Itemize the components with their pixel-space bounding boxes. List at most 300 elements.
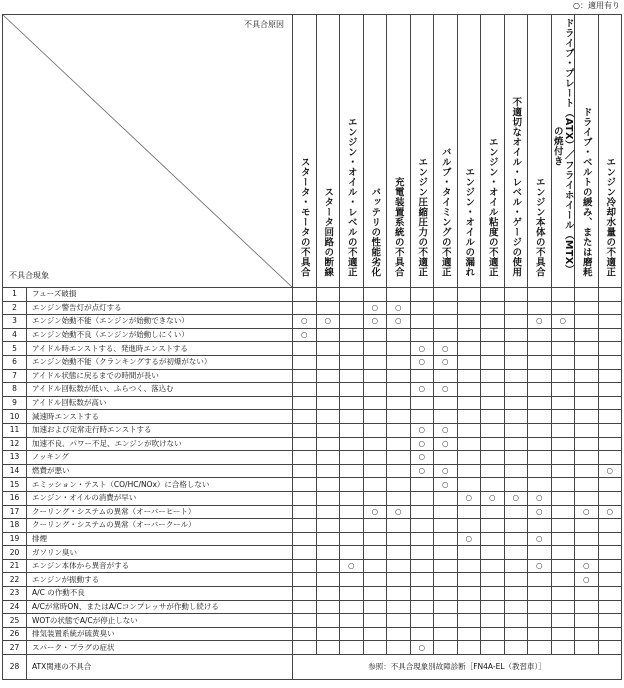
row-number: 17 (3, 505, 27, 519)
matrix-cell (434, 301, 458, 315)
matrix-cell (575, 342, 599, 356)
matrix-cell (410, 301, 434, 315)
matrix-cell (387, 519, 411, 533)
matrix-cell (340, 288, 364, 302)
cause-column-header (528, 15, 552, 288)
symptom-cell: 減速時エンストする (27, 410, 293, 424)
matrix-cell (575, 491, 599, 505)
row-number: 28 (3, 655, 27, 680)
matrix-cell (363, 396, 387, 410)
table-row (3, 519, 622, 533)
matrix-cell (363, 614, 387, 628)
matrix-cell (528, 288, 552, 302)
matrix-cell (434, 491, 458, 505)
matrix-cell (457, 328, 481, 342)
applicable-mark: ○ (410, 342, 434, 356)
matrix-cell (434, 505, 458, 519)
matrix-cell (551, 546, 575, 560)
matrix-cell (551, 288, 575, 302)
applicable-mark: ○ (387, 301, 411, 315)
matrix-cell (387, 559, 411, 573)
matrix-cell (316, 342, 340, 356)
row-number: 13 (3, 451, 27, 465)
symptom-cell: エンジン本体から異音がする (27, 559, 293, 573)
matrix-cell (293, 559, 317, 573)
matrix-cell (598, 369, 622, 383)
matrix-cell (457, 451, 481, 465)
applicable-mark: ○ (363, 301, 387, 315)
matrix-cell (504, 423, 528, 437)
cause-label: エンジン・オイル粘度の不適正 (486, 137, 498, 277)
table-row (3, 614, 622, 628)
matrix-cell (575, 383, 599, 397)
matrix-cell (410, 328, 434, 342)
table-row (3, 655, 622, 680)
matrix-cell (504, 641, 528, 655)
matrix-cell (340, 396, 364, 410)
matrix-cell (504, 546, 528, 560)
matrix-cell (363, 288, 387, 302)
matrix-cell (293, 451, 317, 465)
matrix-cell (363, 369, 387, 383)
table-row (3, 451, 622, 465)
matrix-cell (598, 573, 622, 587)
matrix-cell (575, 627, 599, 641)
matrix-cell (504, 328, 528, 342)
matrix-cell (528, 573, 552, 587)
matrix-cell (340, 383, 364, 397)
row-number: 8 (3, 383, 27, 397)
matrix-cell (340, 505, 364, 519)
row-number: 3 (3, 315, 27, 329)
matrix-cell (504, 342, 528, 356)
matrix-cell (528, 383, 552, 397)
matrix-cell (575, 301, 599, 315)
matrix-cell (528, 342, 552, 356)
matrix-cell (410, 288, 434, 302)
matrix-cell (293, 301, 317, 315)
cause-label: エンジン圧縮圧力の不適正 (416, 157, 428, 277)
matrix-cell (504, 464, 528, 478)
row-number: 24 (3, 600, 27, 614)
matrix-cell (528, 587, 552, 601)
symptom-cell: 排気装置系統が硫黄臭い (27, 627, 293, 641)
matrix-cell (434, 546, 458, 560)
matrix-cell (504, 587, 528, 601)
matrix-cell (481, 627, 505, 641)
matrix-cell (504, 288, 528, 302)
matrix-cell (575, 369, 599, 383)
matrix-cell (528, 614, 552, 628)
matrix-cell (340, 464, 364, 478)
matrix-cell (340, 587, 364, 601)
matrix-cell (293, 383, 317, 397)
matrix-cell (316, 410, 340, 424)
matrix-cell (316, 423, 340, 437)
matrix-cell (481, 464, 505, 478)
matrix-cell (457, 396, 481, 410)
matrix-cell (340, 328, 364, 342)
matrix-cell (575, 396, 599, 410)
matrix-body (3, 288, 622, 680)
matrix-cell (293, 464, 317, 478)
matrix-cell (434, 532, 458, 546)
matrix-cell (481, 573, 505, 587)
matrix-cell (481, 505, 505, 519)
row-number: 2 (3, 301, 27, 315)
matrix-cell (551, 627, 575, 641)
matrix-cell (293, 491, 317, 505)
matrix-cell (434, 573, 458, 587)
table-row (3, 355, 622, 369)
matrix-cell (504, 532, 528, 546)
matrix-cell (504, 600, 528, 614)
table-row (3, 396, 622, 410)
matrix-cell (293, 519, 317, 533)
matrix-cell (316, 451, 340, 465)
table-row (3, 342, 622, 356)
matrix-cell (528, 423, 552, 437)
matrix-cell (481, 410, 505, 424)
symptom-axis-label: 不具合現象 (9, 271, 49, 280)
matrix-cell (598, 328, 622, 342)
matrix-cell (434, 641, 458, 655)
matrix-cell (387, 383, 411, 397)
symptom-cell: クーリング・システムの異常（オーバークール） (27, 519, 293, 533)
matrix-cell (363, 600, 387, 614)
matrix-cell (598, 396, 622, 410)
table-row (3, 369, 622, 383)
symptom-cell: ガソリン臭い (27, 546, 293, 560)
matrix-cell (410, 546, 434, 560)
matrix-cell (363, 532, 387, 546)
matrix-cell (293, 573, 317, 587)
symptom-cell: クーリング・システムの異常（オーバーヒート） (27, 505, 293, 519)
matrix-cell (293, 410, 317, 424)
table-row (3, 627, 622, 641)
matrix-cell (551, 369, 575, 383)
matrix-cell (410, 627, 434, 641)
matrix-cell (340, 315, 364, 329)
matrix-cell (551, 532, 575, 546)
matrix-cell (504, 627, 528, 641)
matrix-cell (575, 355, 599, 369)
matrix-cell (363, 641, 387, 655)
applicable-mark: ○ (575, 559, 599, 573)
matrix-cell (481, 478, 505, 492)
matrix-cell (387, 369, 411, 383)
symptom-cell: 排煙 (27, 532, 293, 546)
matrix-cell (481, 519, 505, 533)
matrix-cell (528, 301, 552, 315)
matrix-cell (387, 532, 411, 546)
matrix-cell (363, 573, 387, 587)
matrix-cell (387, 641, 411, 655)
matrix-cell (528, 410, 552, 424)
matrix-cell (598, 546, 622, 560)
matrix-cell (340, 355, 364, 369)
matrix-cell (528, 478, 552, 492)
matrix-cell (575, 288, 599, 302)
matrix-cell (316, 600, 340, 614)
matrix-cell (457, 369, 481, 383)
matrix-cell (504, 505, 528, 519)
row-number: 16 (3, 491, 27, 505)
matrix-cell (387, 491, 411, 505)
matrix-cell (504, 573, 528, 587)
matrix-cell (293, 478, 317, 492)
matrix-cell (598, 437, 622, 451)
matrix-cell (410, 505, 434, 519)
matrix-cell (551, 328, 575, 342)
matrix-cell (316, 369, 340, 383)
matrix-cell (528, 546, 552, 560)
row-number: 20 (3, 546, 27, 560)
matrix-cell (434, 315, 458, 329)
matrix-cell (363, 451, 387, 465)
symptom-cell: エミッション・テスト（CO/HC/NOx）に合格しない (27, 478, 293, 492)
cause-column-header (504, 15, 528, 288)
table-row (3, 301, 622, 315)
matrix-cell (598, 519, 622, 533)
matrix-cell (340, 532, 364, 546)
matrix-cell (387, 627, 411, 641)
reference-note: 参照：不具合現象別故障診断［FN4A-EL（教習車）］ (293, 655, 622, 680)
matrix-cell (598, 423, 622, 437)
matrix-cell (340, 491, 364, 505)
matrix-cell (528, 519, 552, 533)
matrix-cell (387, 451, 411, 465)
matrix-cell (575, 464, 599, 478)
matrix-cell (457, 478, 481, 492)
matrix-cell (316, 383, 340, 397)
matrix-cell (598, 301, 622, 315)
cause-column-header (293, 15, 317, 288)
header-row (3, 15, 622, 288)
matrix-cell (457, 587, 481, 601)
matrix-cell (434, 519, 458, 533)
table-row (3, 437, 622, 451)
applicable-mark: ○ (528, 532, 552, 546)
matrix-cell (551, 437, 575, 451)
matrix-cell (551, 383, 575, 397)
matrix-cell (434, 614, 458, 628)
applicable-mark: ○ (387, 505, 411, 519)
matrix-cell (293, 546, 317, 560)
matrix-cell (598, 342, 622, 356)
matrix-cell (504, 478, 528, 492)
matrix-cell (340, 301, 364, 315)
matrix-cell (363, 355, 387, 369)
matrix-cell (551, 464, 575, 478)
matrix-cell (410, 478, 434, 492)
matrix-cell (387, 423, 411, 437)
matrix-cell (504, 396, 528, 410)
matrix-cell (457, 342, 481, 356)
row-number: 7 (3, 369, 27, 383)
matrix-cell (551, 587, 575, 601)
matrix-cell (504, 369, 528, 383)
matrix-cell (340, 423, 364, 437)
applicable-mark: ○ (434, 423, 458, 437)
matrix-cell (434, 288, 458, 302)
applicable-mark: ○ (598, 464, 622, 478)
applicable-mark: ○ (528, 315, 552, 329)
applicable-mark: ○ (575, 505, 599, 519)
matrix-cell (363, 491, 387, 505)
matrix-cell (457, 505, 481, 519)
matrix-cell (481, 532, 505, 546)
symptom-cell: エンジン始動不能（クランキングするが初爆がない） (27, 355, 293, 369)
matrix-cell (293, 342, 317, 356)
matrix-cell (598, 451, 622, 465)
matrix-cell (457, 519, 481, 533)
matrix-cell (316, 519, 340, 533)
matrix-cell (316, 641, 340, 655)
matrix-cell (551, 519, 575, 533)
applicable-mark: ○ (528, 559, 552, 573)
cause-column-header (551, 15, 575, 288)
applicable-mark: ○ (434, 478, 458, 492)
matrix-cell (481, 383, 505, 397)
symptom-cell: エンジン始動不能（エンジンが始動できない） (27, 315, 293, 329)
symptom-cell: エンジンが振動する (27, 573, 293, 587)
matrix-cell (434, 410, 458, 424)
applicable-mark: ○ (457, 491, 481, 505)
cause-label: スタータ回路の断線 (322, 187, 334, 277)
symptom-cell: ノッキング (27, 451, 293, 465)
symptom-cell: スパーク・プラグの症状 (27, 641, 293, 655)
matrix-cell (481, 559, 505, 573)
matrix-cell (316, 437, 340, 451)
matrix-cell (481, 369, 505, 383)
matrix-cell (457, 410, 481, 424)
table-row (3, 478, 622, 492)
cause-label: 不適切なオイル・レベル・ゲージの使用 (510, 97, 522, 277)
matrix-cell (457, 559, 481, 573)
matrix-cell (598, 559, 622, 573)
applicable-mark: ○ (363, 505, 387, 519)
matrix-cell (410, 410, 434, 424)
matrix-cell (340, 600, 364, 614)
row-number: 19 (3, 532, 27, 546)
matrix-cell (481, 423, 505, 437)
applicable-mark: ○ (410, 355, 434, 369)
table-row (3, 464, 622, 478)
matrix-cell (363, 328, 387, 342)
matrix-cell (316, 559, 340, 573)
table-row (3, 328, 622, 342)
matrix-cell (340, 641, 364, 655)
symptom-cell: フューズ破損 (27, 288, 293, 302)
matrix-cell (528, 451, 552, 465)
matrix-cell (551, 559, 575, 573)
matrix-cell (481, 315, 505, 329)
row-number: 14 (3, 464, 27, 478)
table-row (3, 288, 622, 302)
matrix-cell (293, 505, 317, 519)
symptom-cell: WOTの状態でA/Cが停止しない (27, 614, 293, 628)
matrix-cell (575, 519, 599, 533)
matrix-cell (528, 369, 552, 383)
matrix-cell (575, 614, 599, 628)
matrix-cell (481, 342, 505, 356)
matrix-cell (363, 546, 387, 560)
matrix-cell (481, 546, 505, 560)
table-row (3, 546, 622, 560)
row-number: 11 (3, 423, 27, 437)
matrix-cell (575, 410, 599, 424)
matrix-cell (551, 451, 575, 465)
matrix-cell (387, 355, 411, 369)
cause-label: エンジン・オイルの漏れ (463, 167, 475, 277)
matrix-cell (363, 410, 387, 424)
cause-label: エンジン本体の不具合 (533, 177, 545, 277)
table-row (3, 315, 622, 329)
matrix-cell (340, 342, 364, 356)
matrix-cell (316, 396, 340, 410)
matrix-cell (504, 614, 528, 628)
matrix-cell (410, 396, 434, 410)
cause-column-header (575, 15, 599, 288)
matrix-cell (528, 641, 552, 655)
matrix-cell (504, 437, 528, 451)
row-number: 22 (3, 573, 27, 587)
matrix-cell (387, 288, 411, 302)
matrix-cell (598, 641, 622, 655)
matrix-cell (551, 342, 575, 356)
cause-column-header (481, 15, 505, 288)
matrix-cell (293, 396, 317, 410)
matrix-cell (528, 355, 552, 369)
row-number: 15 (3, 478, 27, 492)
matrix-cell (316, 532, 340, 546)
applicable-mark: ○ (434, 383, 458, 397)
matrix-cell (434, 328, 458, 342)
matrix-cell (340, 451, 364, 465)
header-corner (3, 15, 293, 288)
matrix-cell (457, 600, 481, 614)
applicable-mark: ○ (410, 464, 434, 478)
matrix-cell (316, 355, 340, 369)
applicable-mark: ○ (434, 464, 458, 478)
symptom-cell: 加速不良、パワー不足、エンジンが吹けない (27, 437, 293, 451)
matrix-cell (410, 614, 434, 628)
matrix-cell (387, 328, 411, 342)
cause-column-header (434, 15, 458, 288)
symptom-cell: A/C の作動不良 (27, 587, 293, 601)
matrix-cell (293, 587, 317, 601)
matrix-cell (340, 369, 364, 383)
cause-label: エンジン・オイル・レベルの不適正 (345, 117, 357, 277)
matrix-cell (457, 423, 481, 437)
row-number: 18 (3, 519, 27, 533)
row-number: 26 (3, 627, 27, 641)
matrix-cell (434, 627, 458, 641)
cause-label: バッテリの性能劣化 (369, 187, 381, 277)
matrix-cell (481, 587, 505, 601)
matrix-cell (340, 519, 364, 533)
row-number: 21 (3, 559, 27, 573)
matrix-cell (504, 383, 528, 397)
matrix-cell (457, 355, 481, 369)
matrix-cell (410, 600, 434, 614)
applicable-mark: ○ (528, 505, 552, 519)
cause-column-header (316, 15, 340, 288)
matrix-cell (457, 464, 481, 478)
matrix-cell (481, 614, 505, 628)
symptom-cell: 加速および定常走行時エンストする (27, 423, 293, 437)
